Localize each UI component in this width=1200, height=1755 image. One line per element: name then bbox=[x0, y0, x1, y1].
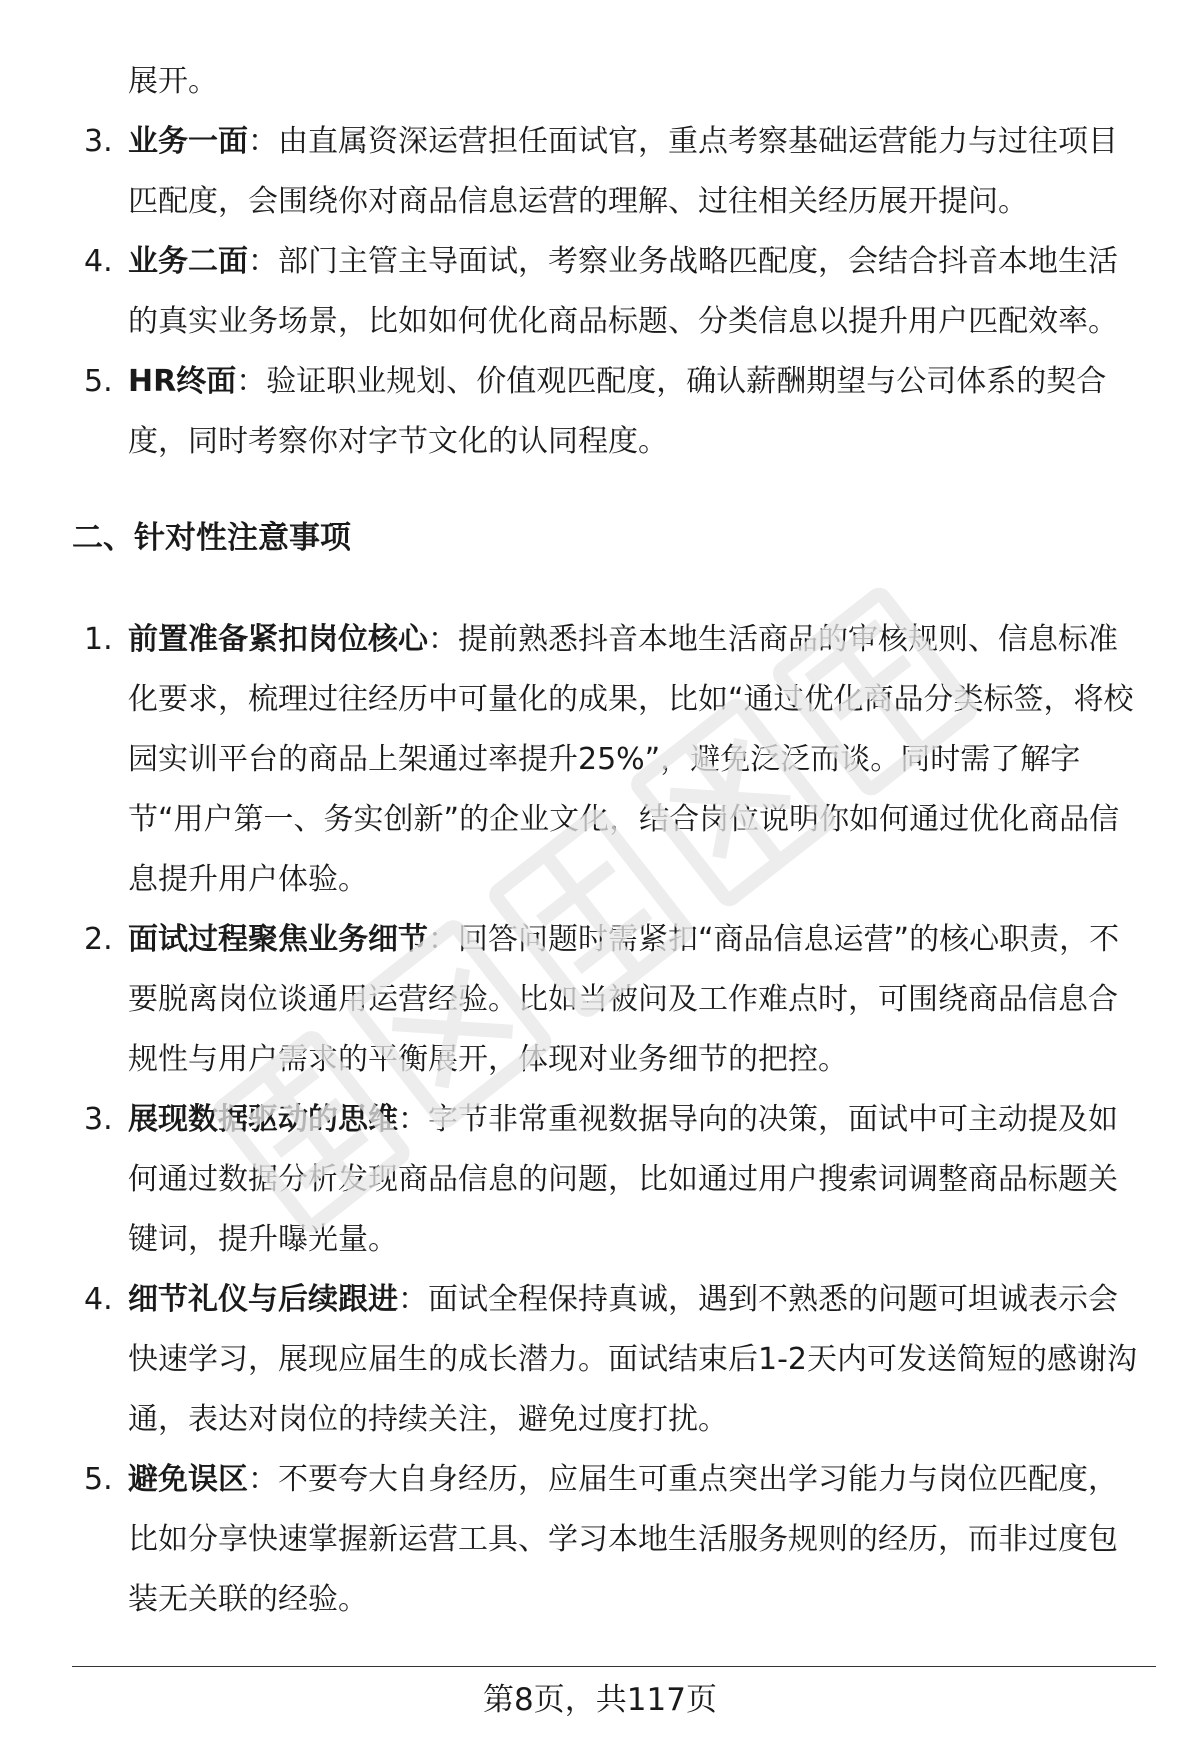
item-text: 由直属资深运营担任面试官，重点考察基础运营能力与过往项目匹配度，会围绕你对商品信息运营的理解、过往相关经历展开提问。 bbox=[128, 124, 1118, 219]
item-term: 避免误区 bbox=[128, 1462, 248, 1497]
list-item bbox=[0, 1270, 1200, 1450]
list-item bbox=[0, 112, 1200, 232]
list-item bbox=[0, 352, 1200, 472]
item-number: 3. bbox=[84, 124, 113, 159]
list-item bbox=[0, 910, 1200, 1090]
item-number: 5. bbox=[84, 1462, 113, 1497]
item-separator: ： bbox=[428, 922, 458, 957]
item-separator: ： bbox=[248, 1462, 278, 1497]
item-term: 展现数据驱动的思维 bbox=[128, 1102, 398, 1137]
item-separator: ： bbox=[398, 1102, 428, 1137]
list-item bbox=[0, 1090, 1200, 1270]
footer-divider bbox=[72, 1666, 1156, 1667]
item-term: 业务二面 bbox=[128, 244, 248, 279]
continuation-text: 展开。 bbox=[128, 64, 218, 99]
item-text: 不要夸大自身经历，应届生可重点突出学习能力与岗位匹配度，比如分享快速掌握新运营工具、学习本地生活服务规则的经历，而非过度包装无关联的经验。 bbox=[128, 1462, 1118, 1617]
item-number: 4. bbox=[84, 1282, 113, 1317]
section-heading: 二、针对性注意事项 bbox=[72, 520, 351, 556]
item-number: 3. bbox=[84, 1102, 113, 1137]
item-separator: ： bbox=[248, 124, 278, 159]
item-number: 2. bbox=[84, 922, 113, 957]
item-separator: ： bbox=[248, 244, 278, 279]
item-number: 4. bbox=[84, 244, 113, 279]
notes-list bbox=[0, 610, 1200, 1630]
item-text: 回答问题时需紧扣“商品信息运营”的核心职责，不要脱离岗位谈通用运营经验。比如当被问及工作难点时，可围绕商品信息合规性与用户需求的平衡展开，体现对业务细节的把控。 bbox=[128, 922, 1120, 1077]
item-separator: ： bbox=[428, 622, 458, 657]
list-item bbox=[0, 1450, 1200, 1630]
item-number: 1. bbox=[84, 622, 113, 657]
item-separator: ： bbox=[398, 1282, 428, 1317]
list-item bbox=[0, 610, 1200, 910]
item-number: 5. bbox=[84, 364, 113, 399]
item-separator: ： bbox=[236, 364, 267, 399]
list-item bbox=[0, 232, 1200, 352]
item-text: 验证职业规划、价值观匹配度，确认薪酬期望与公司体系的契合度，同时考察你对字节文化的认同程度。 bbox=[128, 364, 1107, 459]
item-text: 字节非常重视数据导向的决策，面试中可主动提及如何通过数据分析发现商品信息的问题，比如通过用户搜索词调整商品标题关键词，提升曝光量。 bbox=[128, 1102, 1118, 1257]
item-term: HR终面 bbox=[128, 364, 237, 399]
item-term: 业务一面 bbox=[128, 124, 248, 159]
page-number: 第8页，共117页 bbox=[483, 1682, 717, 1718]
item-text: 部门主管主导面试，考察业务战略匹配度，会结合抖音本地生活的真实业务场景，比如如何优化商品标题、分类信息以提升用户匹配效率。 bbox=[128, 244, 1118, 339]
item-term: 前置准备紧扣岗位核心 bbox=[128, 622, 428, 657]
item-text: 提前熟悉抖音本地生活商品的审核规则、信息标准化要求，梳理过往经历中可量化的成果，比如“通过优化商品分类标签，将校园实训平台的商品上架通过率提升25%”，避免泛泛而谈。同时需了解字节“用户第一、务实创新”的企业文化，结合岗位说明你如何通过优化商品信息提升用户体验。 bbox=[128, 622, 1134, 897]
interview-rounds-list bbox=[0, 112, 1200, 472]
item-term: 面试过程聚焦业务细节 bbox=[128, 922, 428, 957]
item-term: 细节礼仪与后续跟进 bbox=[128, 1282, 398, 1317]
item-text: 面试全程保持真诚，遇到不熟悉的问题可坦诚表示会快速学习，展现应届生的成长潜力。面试结束后1-2天内可发送简短的感谢沟通，表达对岗位的持续关注，避免过度打扰。 bbox=[128, 1282, 1137, 1437]
